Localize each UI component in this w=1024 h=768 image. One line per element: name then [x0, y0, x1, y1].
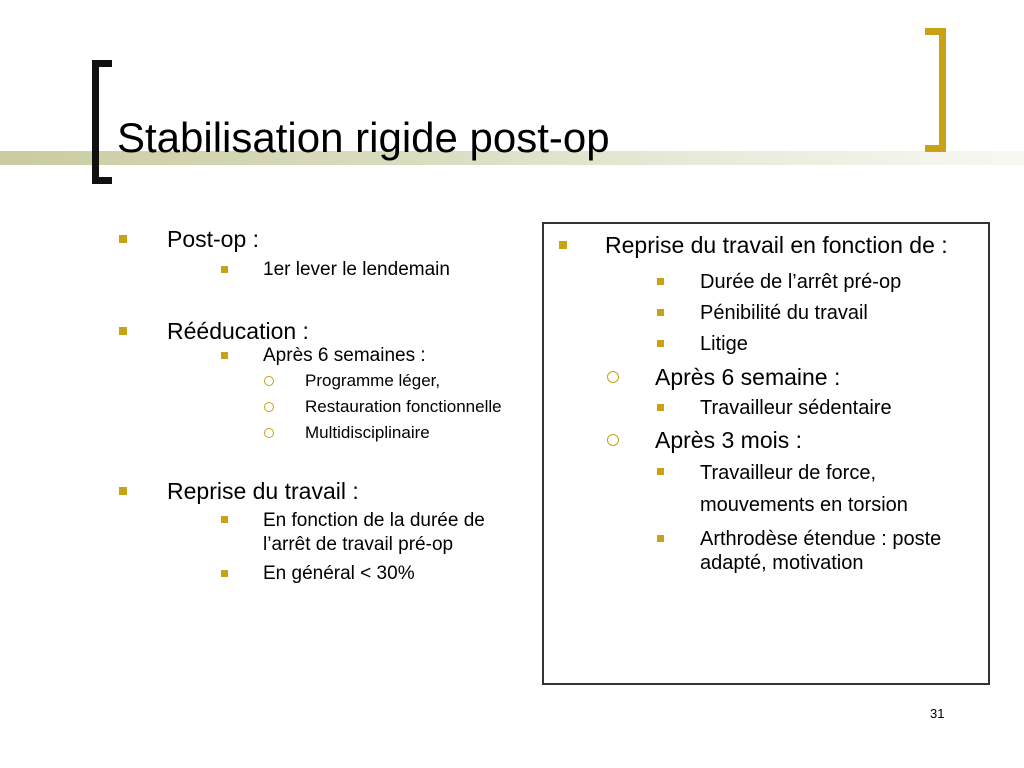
- square-bullet-icon: [221, 352, 228, 359]
- square-bullet-icon: [657, 468, 664, 475]
- after-3-months: Après 3 mois :: [557, 426, 974, 454]
- reprise-criteria-box: [542, 222, 990, 685]
- item-arthrodese: Arthrodèse étendue : poste adapté, motivation: [557, 527, 974, 575]
- square-bullet-icon: [221, 570, 228, 577]
- square-bullet-icon: [657, 535, 664, 542]
- square-bullet-icon: [119, 327, 127, 335]
- bullet-general-30: En général < 30%: [117, 563, 527, 585]
- slide-number: 31: [930, 706, 945, 721]
- bullet-postop: Post-op :: [117, 225, 527, 253]
- circle-bullet-icon: [607, 371, 619, 383]
- item-sedentaire: Travailleur sédentaire: [557, 396, 974, 420]
- square-bullet-icon: [657, 278, 664, 285]
- factor-penibilite: Pénibilité du travail: [557, 301, 974, 325]
- right-bracket-decoration: [925, 28, 946, 152]
- circle-bullet-icon: [607, 434, 619, 446]
- bullet-reprise-fonction: Reprise du travail en fonction de :: [557, 232, 974, 258]
- square-bullet-icon: [657, 340, 664, 347]
- square-bullet-icon: [119, 487, 127, 495]
- square-bullet-icon: [657, 404, 664, 411]
- bullet-first-lever: 1er lever le lendemain: [117, 259, 527, 281]
- square-bullet-icon: [119, 235, 127, 243]
- bullet-after-6-weeks: Après 6 semaines :: [117, 345, 527, 367]
- sub-item-programme: Programme léger,: [117, 371, 527, 391]
- square-bullet-icon: [559, 241, 567, 249]
- after-6-weeks: Après 6 semaine :: [557, 363, 974, 391]
- item-travailleur-force: Travailleur de force, mouvements en torsion: [557, 457, 974, 521]
- sub-item-restauration: Restauration fonctionnelle: [117, 397, 527, 417]
- square-bullet-icon: [221, 516, 228, 523]
- circle-bullet-icon: [264, 376, 274, 386]
- left-column: [117, 225, 527, 585]
- bullet-reeducation: Rééducation :: [117, 317, 527, 345]
- spacer: [117, 281, 527, 317]
- bullet-duree-arret: En fonction de la durée de l’arrêt de travail pré-op: [117, 509, 527, 557]
- factor-duree: Durée de l’arrêt pré-op: [557, 270, 974, 294]
- factor-litige: Litige: [557, 332, 974, 356]
- square-bullet-icon: [657, 309, 664, 316]
- left-bracket-decoration: [92, 60, 112, 184]
- circle-bullet-icon: [264, 402, 274, 412]
- bullet-reprise-travail: Reprise du travail :: [117, 477, 527, 505]
- sub-item-multidisciplinaire: Multidisciplinaire: [117, 423, 527, 443]
- square-bullet-icon: [221, 266, 228, 273]
- circle-bullet-icon: [264, 428, 274, 438]
- spacer: [117, 443, 527, 477]
- slide-title: Stabilisation rigide post-op: [117, 114, 610, 161]
